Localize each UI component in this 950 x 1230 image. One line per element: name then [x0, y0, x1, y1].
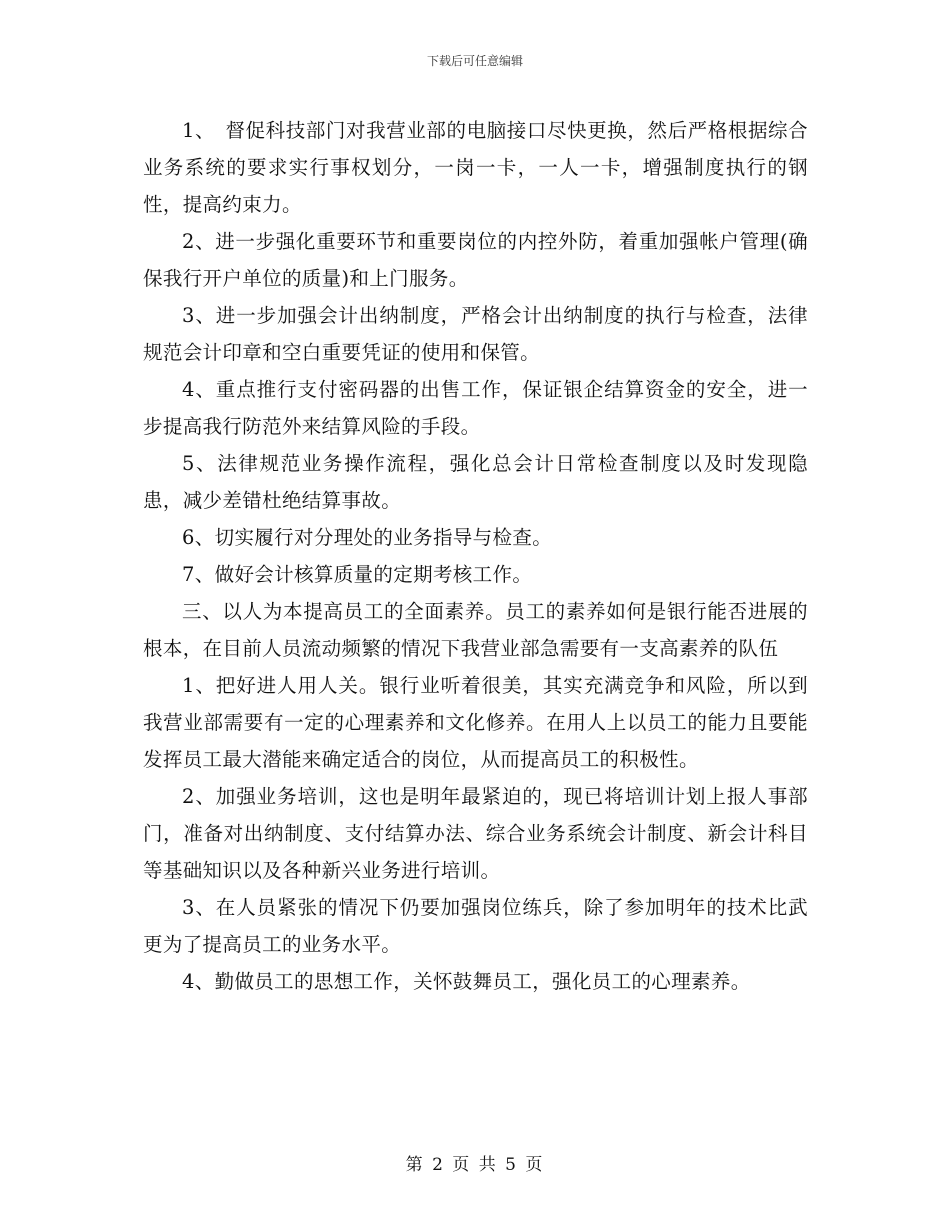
- paragraph-4: 4、重点推行支付密码器的出售工作，保证银企结算资金的安全，进一步提高我行防范外来结算风险的手段。: [143, 378, 808, 438]
- paragraph-3: 3、进一步加强会计出纳制度，严格会计出纳制度的执行与检查，法律规范会计印章和空白重要凭证的使用和保管。: [143, 304, 808, 364]
- document-body: [143, 112, 808, 1000]
- paragraph-11: 4、勤做员工的思想工作，关怀鼓舞员工，强化员工的心理素养。: [182, 970, 751, 993]
- paragraph-9: 2、加强业务培训，这也是明年最紧迫的，现已将培训计划上报人事部门，准备对出纳制度、支付结算办法、综合业务系统会计制度、新会计科目等基础知识以及各种新兴业务进行培训。: [143, 785, 808, 882]
- page-number-footer: 第 2 页 共 5 页: [405, 1155, 545, 1175]
- paragraph-5: 5、法律规范业务操作流程，强化总会计日常检查制度以及时发现隐患，减少差错杜绝结算事故。: [143, 452, 808, 512]
- paragraph-6: 6、切实履行对分理处的业务指导与检查。: [182, 526, 553, 549]
- paragraph-7: 7、做好会计核算质量的定期考核工作。: [182, 563, 533, 586]
- section-heading-paragraph: 三、以人为本提高员工的全面素养。员工的素养如何是银行能否进展的根本，在目前人员流动频繁的情况下我营业部急需要有一支高素养的队伍: [143, 600, 808, 660]
- paragraph-10: 3、在人员紧张的情况下仍要加强岗位练兵，除了参加明年的技术比武更为了提高员工的业务水平。: [143, 896, 808, 956]
- paragraph-1: 1、 督促科技部门对我营业部的电脑接口尽快更换，然后严格根据综合业务系统的要求实行事权划分，一岗一卡，一人一卡，增强制度执行的钢性，提高约束力。: [143, 119, 808, 216]
- paragraph-2: 2、进一步强化重要环节和重要岗位的内控外防，着重加强帐户管理(确保我行开户单位的质量)和上门服务。: [143, 230, 808, 290]
- page-header: 下载后可任意编辑: [426, 54, 523, 68]
- paragraph-8: 1、把好进人用人关。银行业听着很美，其实充满竞争和风险，所以到我营业部需要有一定的心理素养和文化修养。在用人上以员工的能力且要能发挥员工最大潜能来确定适合的岗位，从而提高员工的积极性。: [143, 674, 808, 771]
